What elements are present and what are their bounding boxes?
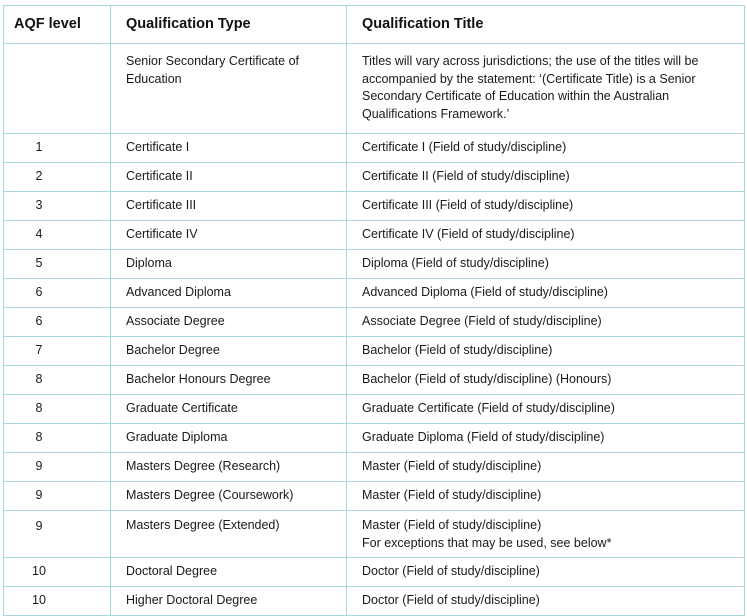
cell-type: Graduate Certificate bbox=[111, 395, 347, 424]
table-row bbox=[4, 192, 745, 221]
cell-type: Certificate I bbox=[111, 134, 347, 163]
cell-title: Graduate Certificate (Field of study/discipline) bbox=[347, 395, 745, 424]
cell-title: Graduate Diploma (Field of study/discipline) bbox=[347, 424, 745, 453]
table-row-senior-secondary bbox=[4, 44, 745, 134]
table-row bbox=[4, 221, 745, 250]
cell-title: Advanced Diploma (Field of study/discipline) bbox=[347, 279, 745, 308]
cell-level: 9 bbox=[4, 453, 111, 482]
cell-title: Certificate II (Field of study/discipline) bbox=[347, 163, 745, 192]
cell-type: Advanced Diploma bbox=[111, 279, 347, 308]
table-row bbox=[4, 134, 745, 163]
cell-level: 8 bbox=[4, 366, 111, 395]
cell-type: Doctoral Degree bbox=[111, 558, 347, 587]
table-row bbox=[4, 308, 745, 337]
table-rows bbox=[4, 134, 745, 511]
cell-type: Certificate II bbox=[111, 163, 347, 192]
header-row bbox=[4, 6, 745, 44]
cell-title: Bachelor (Field of study/discipline) (Honours) bbox=[347, 366, 745, 395]
cell-title: Certificate III (Field of study/discipline) bbox=[347, 192, 745, 221]
cell-title: Master (Field of study/discipline) bbox=[347, 482, 745, 511]
cell-type: Senior Secondary Certificate of Education bbox=[111, 44, 347, 134]
table-rows-final bbox=[4, 558, 745, 616]
table-row bbox=[4, 511, 745, 558]
cell-title: Doctor (Field of study/discipline) bbox=[347, 587, 745, 616]
table-row bbox=[4, 395, 745, 424]
cell-type: Bachelor Honours Degree bbox=[111, 366, 347, 395]
cell-level: 9 bbox=[4, 482, 111, 511]
header-qualification-title: Qualification Title bbox=[347, 6, 745, 44]
cell-title: Master (Field of study/discipline) bbox=[347, 453, 745, 482]
table-body-extended bbox=[4, 511, 745, 558]
table-row bbox=[4, 366, 745, 395]
cell-type: Higher Doctoral Degree bbox=[111, 587, 347, 616]
table-header bbox=[4, 6, 745, 44]
cell-type: Certificate III bbox=[111, 192, 347, 221]
title-line: Master (Field of study/discipline) bbox=[362, 518, 542, 532]
cell-level: 6 bbox=[4, 308, 111, 337]
cell-type: Graduate Diploma bbox=[111, 424, 347, 453]
cell-level: 1 bbox=[4, 134, 111, 163]
cell-level: 10 bbox=[4, 587, 111, 616]
cell-title: Diploma (Field of study/discipline) bbox=[347, 250, 745, 279]
aqf-qualifications-table bbox=[3, 5, 745, 616]
cell-title: Doctor (Field of study/discipline) bbox=[347, 558, 745, 587]
table-row bbox=[4, 558, 745, 587]
title-note: For exceptions that may be used, see below* bbox=[362, 535, 612, 550]
cell-title: Certificate IV (Field of study/discipline) bbox=[347, 221, 745, 250]
table-row bbox=[4, 424, 745, 453]
cell-level: 8 bbox=[4, 424, 111, 453]
cell-level bbox=[4, 44, 111, 134]
cell-type: Masters Degree (Research) bbox=[111, 453, 347, 482]
table-row bbox=[4, 482, 745, 511]
cell-level: 3 bbox=[4, 192, 111, 221]
cell-level: 6 bbox=[4, 279, 111, 308]
cell-level: 4 bbox=[4, 221, 111, 250]
cell-title: Certificate I (Field of study/discipline) bbox=[347, 134, 745, 163]
cell-level: 9 bbox=[4, 511, 111, 558]
table-row bbox=[4, 250, 745, 279]
table-row bbox=[4, 163, 745, 192]
cell-type: Associate Degree bbox=[111, 308, 347, 337]
header-aqf-level: AQF level bbox=[4, 6, 111, 44]
cell-type: Diploma bbox=[111, 250, 347, 279]
cell-type: Masters Degree (Coursework) bbox=[111, 482, 347, 511]
cell-title bbox=[347, 511, 745, 558]
cell-level: 7 bbox=[4, 337, 111, 366]
table-row bbox=[4, 279, 745, 308]
table-row bbox=[4, 587, 745, 616]
cell-level: 10 bbox=[4, 558, 111, 587]
cell-level: 2 bbox=[4, 163, 111, 192]
header-qualification-type: Qualification Type bbox=[111, 6, 347, 44]
cell-title: Titles will vary across jurisdictions; the use of the titles will be accompanied by the statement: ‘(Certificate Title) is a Senior Secondary Certificate of Education within the Australian Qualifications Framework.’ bbox=[347, 44, 745, 134]
cell-level: 5 bbox=[4, 250, 111, 279]
table-body bbox=[4, 44, 745, 134]
table-row bbox=[4, 453, 745, 482]
table-row bbox=[4, 337, 745, 366]
cell-type: Bachelor Degree bbox=[111, 337, 347, 366]
cell-level: 8 bbox=[4, 395, 111, 424]
cell-title: Bachelor (Field of study/discipline) bbox=[347, 337, 745, 366]
cell-type: Certificate IV bbox=[111, 221, 347, 250]
cell-title: Associate Degree (Field of study/discipline) bbox=[347, 308, 745, 337]
cell-type: Masters Degree (Extended) bbox=[111, 511, 347, 558]
